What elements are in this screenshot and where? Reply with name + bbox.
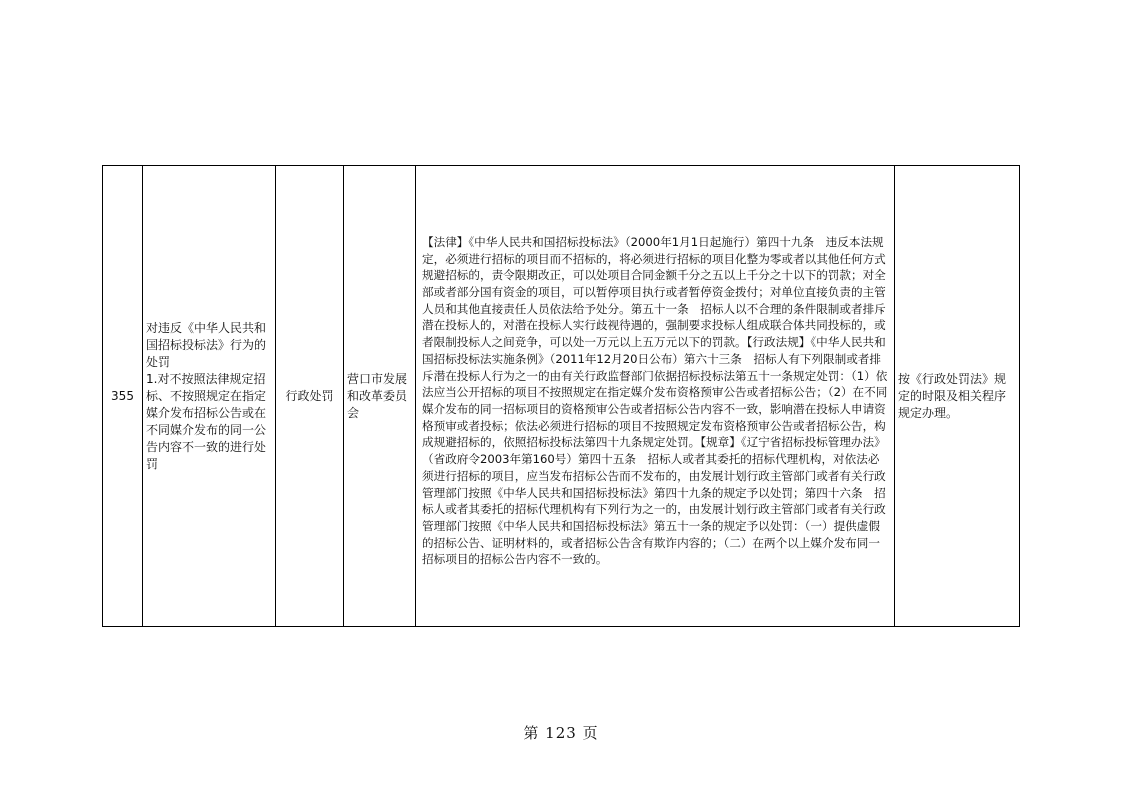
remark: 按《行政处罚法》规定的时限及相关程序规定办理。 [898,371,1007,420]
department-cell [344,166,416,627]
category-cell [276,166,344,627]
category: 行政处罚 [285,388,334,403]
row-number-cell [103,166,143,627]
remark-cell [895,166,1020,627]
penalty-table [102,165,1020,627]
page-number: 第 123 页 [523,724,599,742]
item-name: 对违反《中华人民共和国招标投标法》行为的处罚 1.对不按照法律规定招标、不按照规定在指定媒介发布招标公告或在不同媒介发布的同一公告内容不一致的进行处罚 [146,320,267,471]
legal-basis-text: 【法律】《中华人民共和国招标投标法》（2000年1月1日起施行）第四十九条 违反本法规定，必须进行招标的项目而不招标的，将必须进行招标的项目化整为零或者以其他任何方式规避招标的，责令限期改正，可以处项目合同金额千分之五以上千分之十以下的罚款；对全部或者部分国有资金的项目，可以暂停项目执行或者暂停资金拨付；对单位直接负责的主管人员和其他直接责任人员依法给予处分。第五十一条 招标人以不合理的条件限制或者排斥潜在投标人的，对潜在投标人实行歧视待遇的，强制要求投标人组成联合体共同投标的，或者限制投标人之间竞争，可以处一万元以上五万元以下的罚款。【行政法规】《中华人民共和国招标投标法实施条例》（2011年12月20日公布）第六十三条 招标人有下列限制或者排斥潜在投标人行为之一的由有关行政监督部门依据招标投标法第五十一条规定处罚：（1）依法应当公开招标的项目不按照规定在指定媒介发布资格预审公告或者招标公告；（2）在不同媒介发布的同一招标项目的资格预审公告或者招标公告内容不一致，影响潜在投标人申请资格预审或者投标；依法必须进行招标的项目不按照规定发布资格预审公告或者招标公告，构成规避招标的，依照招标投标法第四十九条规定处罚。【规章】《辽宁省招标投标管理办法》（省政府令2003年第160号）第四十五条 招标人或者其委托的招标代理机构，对依法必须进行招标的项目，应当发布招标公告而不发布的，由发展计划行政主管部门或者有关行政管理部门按照《中华人民共和国招标投标法》第四十九条的规定予以处罚；第四十六条 招标人或者其委托的招标代理机构有下列行为之一的，由发展计划行政主管部门或者有关行政管理部门按照《中华人民共和国招标投标法》第五十一条的规定予以处罚：（一）提供虚假的招标公告、证明材料的，或者招标公告含有欺诈内容的；（二）在两个以上媒介发布同一招标项目的招标公告内容不一致的。 [422,234,888,567]
department: 营口市发展和改革委员会 [347,371,408,420]
row-number: 355 [111,388,134,403]
table-row [103,166,1020,627]
legal-basis-cell [416,166,895,627]
item-name-cell [143,166,276,627]
